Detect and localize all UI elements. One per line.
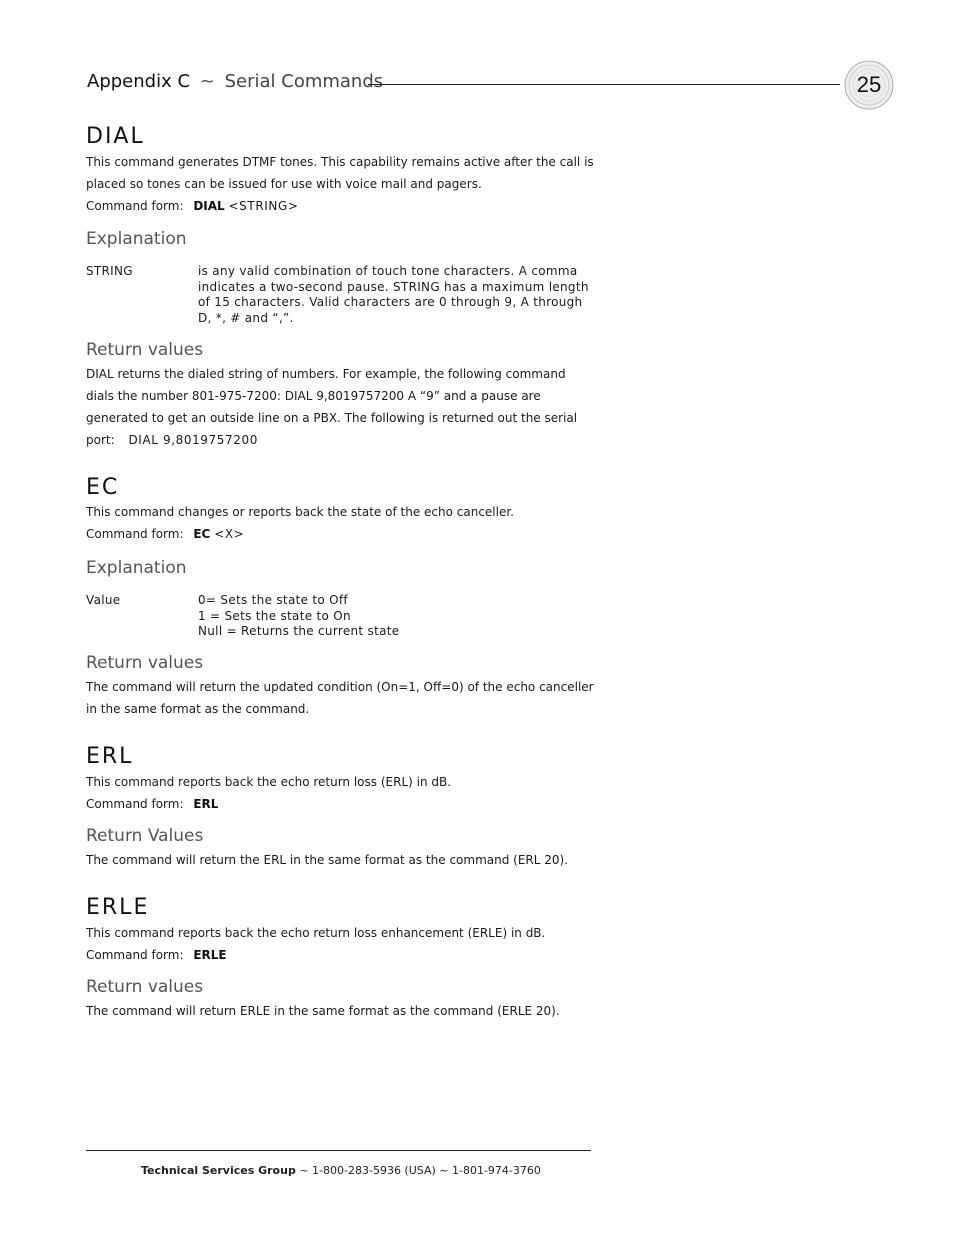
definition-line: 1 = Sets the state to On — [198, 608, 351, 623]
dial-command-form — [86, 195, 594, 217]
dial-desc-line: This command generates DTMF tones. This capability remains active after the call is — [86, 155, 594, 169]
erl-title: ERL — [86, 744, 134, 769]
return-line: in the same format as the command. — [86, 702, 310, 716]
definition-line: Null = Returns the current state — [198, 624, 400, 638]
dial-title: DIAL — [86, 124, 145, 149]
definition-line: of 15 characters. Valid characters are 0 through 9, A through — [198, 295, 583, 309]
return-line: The command will return the updated condition (On=1, Off=0) of the echo canceller — [86, 680, 594, 694]
ec-command-form — [86, 523, 514, 545]
return-port-value: DIAL 9,8019757200 — [128, 433, 258, 447]
command-form-label: Command form: — [86, 199, 184, 213]
header-rule — [368, 84, 840, 85]
running-header — [87, 71, 383, 92]
erl-return-text — [86, 849, 568, 871]
appendix-label: Appendix C — [87, 71, 191, 92]
command-keyword: DIAL — [193, 199, 225, 213]
erle-command-form — [86, 944, 545, 966]
erle-desc-line: This command reports back the echo return loss enhancement (ERLE) in dB. — [86, 926, 546, 940]
footer-separator: ~ — [299, 1164, 309, 1177]
return-port-label: port: — [86, 433, 115, 447]
command-keyword: ERLE — [193, 948, 227, 962]
ec-explanation-heading: Explanation — [86, 558, 187, 578]
header-separator: ~ — [199, 71, 215, 92]
return-line: generated to get an outside line on a PBX. The following is returned out the serial — [86, 411, 578, 425]
dial-return-text — [86, 363, 577, 451]
section-title: Serial Commands — [224, 71, 384, 92]
command-argument: <STRING> — [228, 199, 299, 213]
dial-param-definition — [198, 264, 589, 326]
ec-param-name: Value — [86, 593, 121, 607]
erle-return-heading: Return values — [86, 977, 204, 997]
page-number: 25 — [856, 72, 882, 97]
ec-description — [86, 501, 514, 545]
dial-description — [86, 151, 594, 217]
erl-description — [86, 771, 451, 815]
erle-description — [86, 922, 545, 966]
footer — [141, 1164, 541, 1177]
erl-command-form — [86, 793, 451, 815]
erl-return-heading: Return Values — [86, 826, 204, 846]
footer-group: Technical Services Group — [141, 1164, 296, 1177]
erl-desc-line: This command reports back the echo return loss (ERL) in dB. — [86, 775, 452, 789]
command-argument: <X> — [214, 527, 245, 541]
definition-line: indicates a two-second pause. STRING has a maximum length — [198, 279, 589, 294]
dial-explanation-heading: Explanation — [86, 229, 187, 249]
footer-phone-usa: 1-800-283-5936 (USA) — [312, 1164, 436, 1177]
ec-return-heading: Return values — [86, 653, 204, 673]
footer-separator: ~ — [439, 1164, 449, 1177]
return-line — [86, 429, 577, 451]
return-line: dials the number 801-975-7200: DIAL 9,8019757200 A “9” and a pause are — [86, 389, 541, 403]
return-line: DIAL returns the dialed string of numbers. For example, the following command — [86, 367, 566, 381]
ec-return-text — [86, 676, 594, 720]
return-line: The command will return ERLE in the same format as the command (ERLE 20). — [86, 1004, 560, 1018]
ec-title: EC — [86, 475, 120, 500]
definition-line: 0= Sets the state to Off — [198, 593, 348, 607]
definition-line: is any valid combination of touch tone characters. A comma — [198, 264, 578, 278]
command-keyword: EC — [193, 527, 211, 541]
dial-desc-line: placed so tones can be issued for use with voice mail and pagers. — [86, 177, 482, 191]
command-form-label: Command form: — [86, 797, 184, 811]
ec-desc-line: This command changes or reports back the state of the echo canceller. — [86, 505, 514, 519]
footer-phone-intl: 1-801-974-3760 — [452, 1164, 541, 1177]
command-form-label: Command form: — [86, 527, 184, 541]
command-form-label: Command form: — [86, 948, 184, 962]
dial-param-name: STRING — [86, 264, 133, 278]
ec-param-definition — [198, 593, 399, 640]
command-keyword: ERL — [193, 797, 219, 811]
definition-line: D, *, # and “,”. — [198, 310, 294, 325]
footer-rule — [86, 1150, 591, 1151]
erle-return-text — [86, 1000, 560, 1022]
return-line: The command will return the ERL in the same format as the command (ERL 20). — [86, 853, 569, 867]
erle-title: ERLE — [86, 895, 150, 920]
dial-return-heading: Return values — [86, 340, 204, 360]
